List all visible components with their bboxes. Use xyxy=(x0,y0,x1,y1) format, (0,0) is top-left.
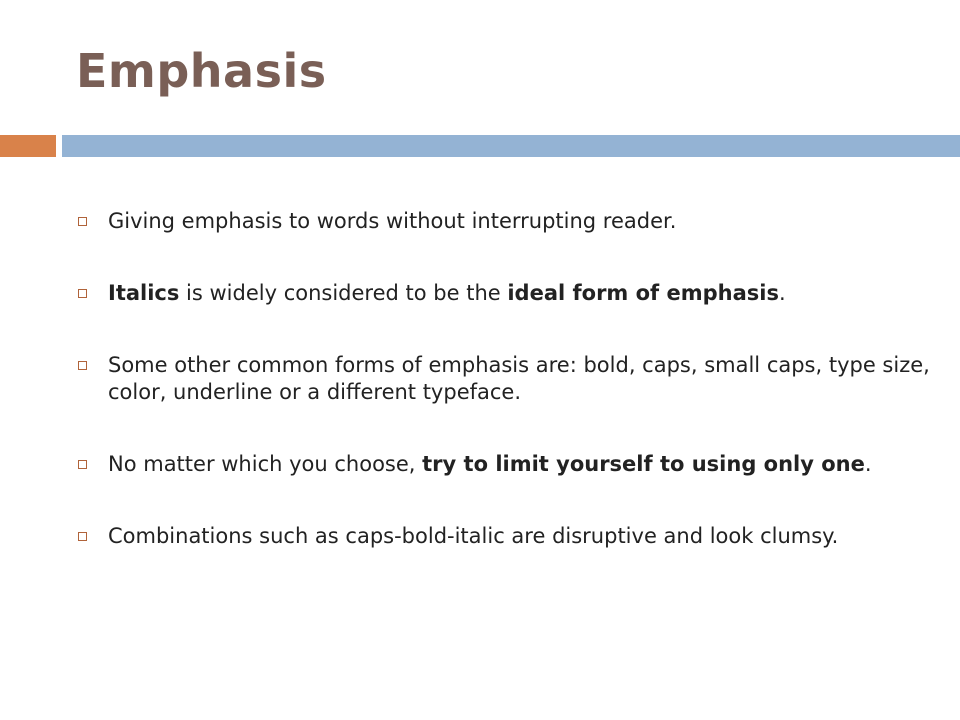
square-bullet-icon xyxy=(78,460,87,469)
square-bullet-icon xyxy=(78,217,87,226)
bullet-text xyxy=(108,209,676,233)
bullet-item xyxy=(76,208,936,235)
bullet-text-bold: Italics xyxy=(108,281,180,305)
square-bullet-icon xyxy=(78,361,87,370)
square-bullet-icon xyxy=(78,532,87,541)
bullet-text xyxy=(108,524,838,548)
bullet-text-segment: . xyxy=(864,452,872,476)
bullet-text-segment: is widely considered to be the xyxy=(179,281,508,305)
bullet-text xyxy=(108,353,930,404)
bullet-item xyxy=(76,523,936,550)
accent-band-right xyxy=(62,135,960,157)
bullet-text-bold: ideal form of emphasis xyxy=(507,281,779,305)
bullet-text xyxy=(108,281,786,305)
bullet-text-segment: Some other common forms of emphasis are: bold, caps, small caps, type size, color, underline or a different typeface. xyxy=(108,353,930,404)
bullet-text-segment: Giving emphasis to words without interrupting reader. xyxy=(108,209,677,233)
bullet-text-segment: . xyxy=(778,281,786,305)
square-bullet-icon xyxy=(78,289,87,298)
bullet-text-bold: try to limit yourself to using only one xyxy=(422,452,865,476)
bullet-item xyxy=(76,451,936,478)
bullet-text-segment: Combinations such as caps-bold-italic are disruptive and look clumsy. xyxy=(108,524,839,548)
bullet-list xyxy=(76,208,936,595)
accent-band-left xyxy=(0,135,56,157)
bullet-item xyxy=(76,352,936,406)
slide-title: Emphasis xyxy=(76,44,327,98)
bullet-item xyxy=(76,280,936,307)
bullet-text-segment: No matter which you choose, xyxy=(108,452,423,476)
bullet-text xyxy=(108,452,872,476)
